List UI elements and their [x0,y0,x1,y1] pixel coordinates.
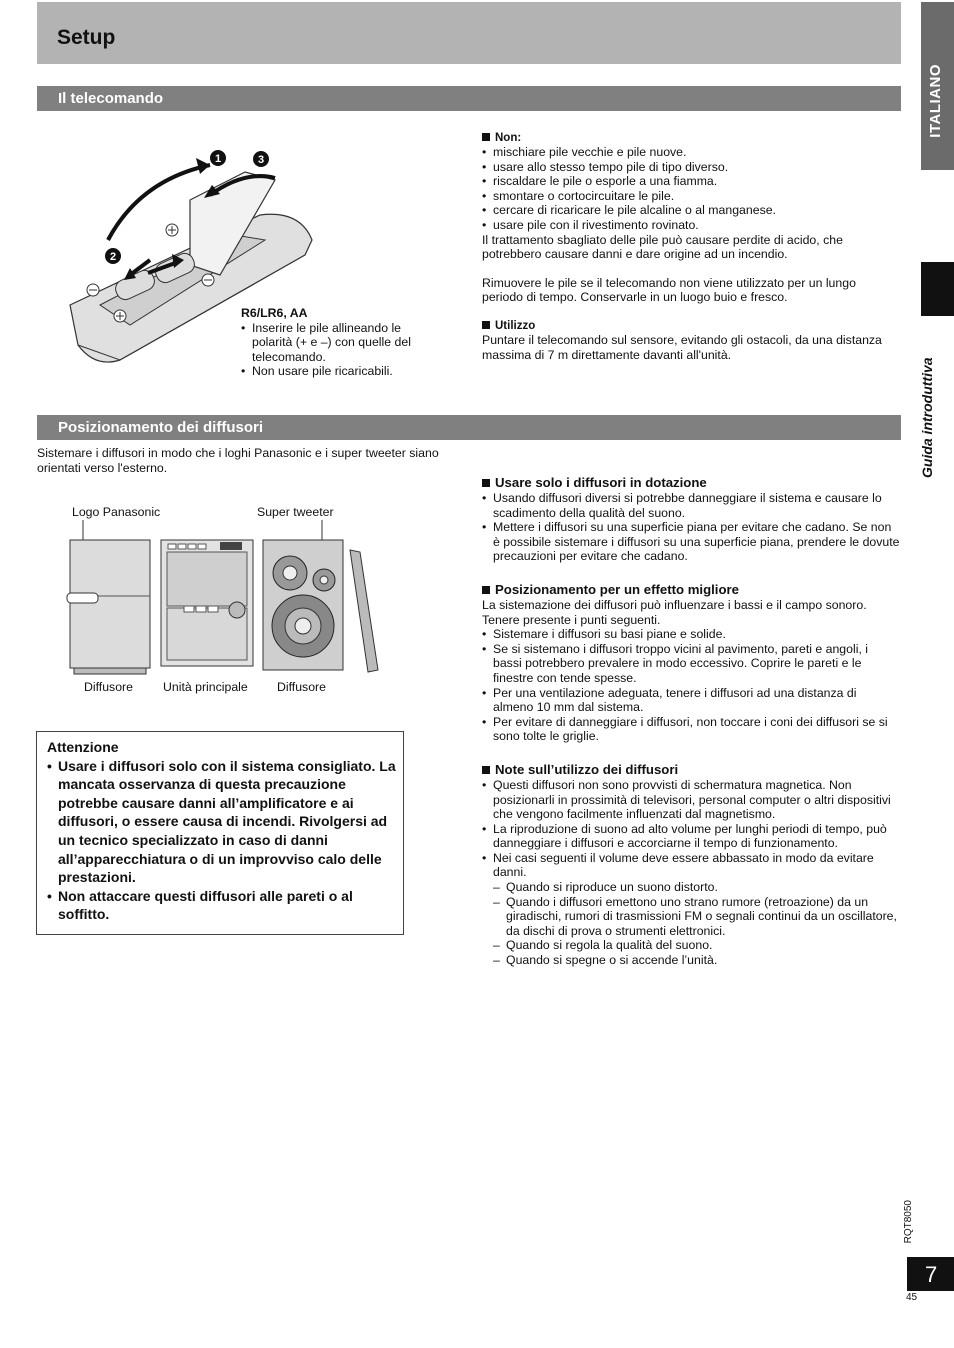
page-title: Setup [57,26,116,49]
guideline-item: • Per una ventilazione adeguata, tenere i diffusori ad una distanza di almeno 10 mm dal sistema. [482,686,900,715]
guideline-item: • La riproduzione di suono ad alto volume per lunghi periodi di tempo, può danneggiare i diffusori e accorciarne il tempo di funzionamento. [482,822,900,851]
caution-item: • Usare i diffusori solo con il sistema consigliato. La mancata osservanza di questa precauzione potrebbe causare danni all’amplificatore e ai diffusori, o essere causa di incendi. Rivolgersi ad un tecnico specializzato in caso di danni all’apparecchiatura o di un improvviso calo delle prestazioni. [47,757,397,887]
remove-batteries-text: Rimuovere le pile se il telecomando non viene utilizzato per un lungo periodo di tempo. Conservarle in un luogo buio e fresco. [482,275,856,305]
guideline-item: • Sistemare i diffusori su basi piane e solide. [482,627,900,642]
step-marker-3: 3 [257,154,265,166]
language-tab-label: ITALIANO [927,64,944,138]
guideline-subitem: – Quando si spegne o si accende l’unità. [493,953,900,968]
step-marker-2: 2 [109,251,117,263]
caution-box [36,731,404,935]
step-marker-1: 1 [214,153,222,165]
placement-intro: La sistemazione dei diffusori può influenzare i bassi e il campo sonoro. Tenere presente i punti seguenti. [482,597,867,627]
battery-notes [241,306,421,379]
non-item: • riscaldare le pile o esporle a una fiamma. [482,174,900,189]
use-text: Puntare il telecomando sul sensore, evitando gli ostacoli, da una distanza massima di 7 m direttamente davanti all'unità. [482,332,882,362]
logo-label: Logo Panasonic [72,505,161,519]
battery-type: R6/LR6, AA [241,306,308,320]
usage-notes-heading: Note sull’utilizzo dei diffusori [482,761,900,778]
non-item: • usare pile con il rivestimento rovinato. [482,218,900,233]
remote-section-title: Il telecomando [58,90,164,107]
remote-precautions [482,131,900,362]
square-bullet-icon [482,766,490,774]
guideline-item: • Mettere i diffusori su una superficie piana per evitare che cadano. Se non è possibile sistemare i diffusori su una superficie piana, prendere le dovute precauzioni per evitare che cadano. [482,520,900,564]
title-bar [37,2,901,64]
battery-note: • Inserire le pile allineando le polarità (+ e –) con quelle del telecomando. [241,321,421,365]
tweeter-label: Super tweeter [257,505,334,519]
caution-title: Attenzione [47,739,119,755]
speakers-intro: Sistemare i diffusori in modo che i loghi Panasonic e i super tweeter siano orientati verso l'esterno. [37,446,439,475]
square-bullet-icon [482,133,490,141]
page-number: 7 [925,1262,938,1287]
speaker-guidelines [482,474,900,968]
guideline-item: • Se si sistemano i diffusori troppo vicini al pavimento, pareti e angoli, i bassi potrebbero prevalere in modo eccessivo. Coprire le pareti e le finestre con tende spesse. [482,642,900,686]
sub-page-number: 45 [906,1292,918,1303]
language-tab [921,2,954,170]
non-heading: Non: [482,131,900,145]
square-bullet-icon [482,479,490,487]
speaker-system-illustration [60,520,385,680]
non-item: • smontare o cortocircuitare le pile. [482,189,900,204]
guideline-subitem: – Quando si regola la qualità del suono. [493,938,900,953]
non-item: • mischiare pile vecchie e pile nuove. [482,145,900,160]
remote-section-header [37,86,901,111]
guideline-item: • Questi diffusori non sono provvisti di schermatura magnetica. Non posizionarli in prossimità di televisori, personal computer o altri dispositivi che vengono facilmente influenzati dal magnetismo. [482,778,900,822]
guideline-item: • Per evitare di danneggiare i diffusori, non toccare i coni dei diffusori se si sono tolte le griglie. [482,715,900,744]
non-item: • usare allo stesso tempo pile di tipo diverso. [482,160,900,175]
guideline-subitem: – Quando si riproduce un suono distorto. [493,880,900,895]
non-item: • cercare di ricaricare le pile alcaline o al manganese. [482,203,900,218]
page-number-box [907,1257,954,1291]
section-tab-marker [921,262,954,316]
speakers-section-header [37,415,901,440]
battery-note: • Non usare pile ricaricabili. [241,364,421,379]
right-speaker-label: Diffusore [277,680,326,694]
use-heading: Utilizzo [482,319,900,333]
guideline-item: • Nei casi seguenti il volume deve essere abbassato in modo da evitare danni. [482,851,900,880]
main-unit-label: Unità principale [163,680,248,694]
guideline-subitem: – Quando i diffusori emettono uno strano rumore (retroazione) da un giradischi, rumori di trasmissioni FM o segnali continui da un oscillatore, da dischi di prova o strumenti elettronici. [493,895,900,939]
speakers-section-title: Posizionamento dei diffusori [58,419,264,436]
guideline-item: • Usando diffusori diversi si potrebbe danneggiare il sistema e causare lo scadimento della qualità del suono. [482,491,900,520]
mishandling-text: Il trattamento sbagliato delle pile può causare perdite di acido, che potrebbero causare danni e dare origine ad un incendio. [482,232,843,262]
square-bullet-icon [482,321,490,329]
left-speaker-label: Diffusore [84,680,133,694]
caution-item: • Non attaccare questi diffusori alle pareti o al soffitto. [47,887,397,924]
section-side-label: Guida introduttiva [919,357,935,478]
placement-heading: Posizionamento per un effetto migliore [482,581,900,598]
supplied-speakers-heading: Usare solo i diffusori in dotazione [482,474,900,491]
square-bullet-icon [482,586,490,594]
document-code: RQT8050 [903,1200,914,1244]
